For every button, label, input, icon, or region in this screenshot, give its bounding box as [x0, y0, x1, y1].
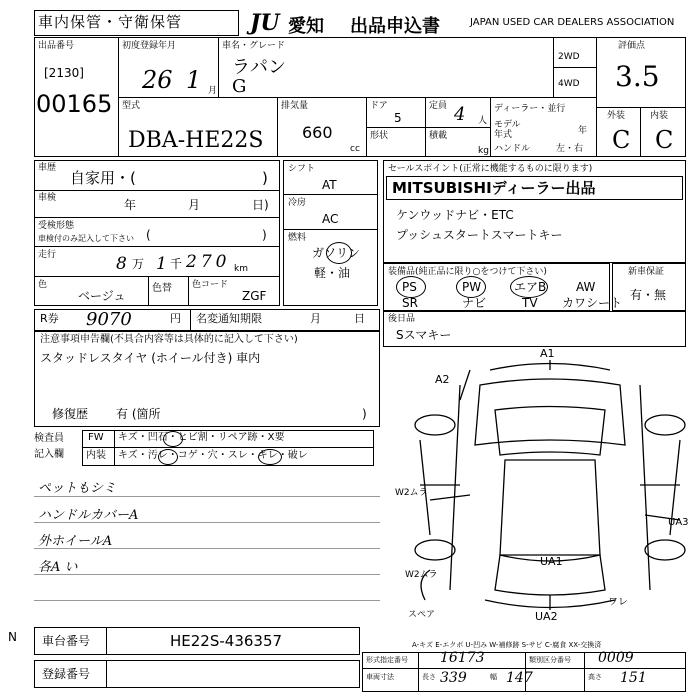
ac-value: AC	[322, 212, 339, 226]
model-year-label: モデル年式	[494, 120, 521, 140]
equip-tv: TV	[522, 296, 538, 310]
rear-value: Sスマキー	[396, 328, 452, 342]
handwritten-note-4: 各A い	[38, 560, 78, 575]
fuel-circle	[326, 242, 352, 264]
fuel-gasoline: ガソリン	[312, 246, 361, 260]
header-title: 出品申込書	[350, 16, 440, 37]
windshield	[495, 407, 605, 456]
equipment-label: 装備品(純正品に限り○をつけて下さい)	[388, 267, 547, 277]
inspection-label: 車検	[38, 193, 57, 203]
rear-left-wheel	[415, 540, 455, 560]
fuel-light-oil: 軽・油	[314, 266, 351, 280]
width-value: 147	[506, 670, 533, 686]
chassis-label: 車台番号	[42, 634, 91, 648]
handwritten-note-3: 外ホイールA	[38, 534, 113, 549]
chassis-value: HE22S-436357	[170, 632, 283, 650]
equip-leather: カワシート	[562, 296, 623, 310]
type-label: 形式指定番号	[366, 656, 408, 664]
shift-value: AT	[322, 178, 337, 192]
sales-line2: ケンウッドナビ・ETC	[396, 208, 514, 222]
rear-label: 後日品	[388, 314, 416, 324]
equip-ps-circle	[396, 276, 426, 298]
ju-logo: JU	[250, 10, 280, 36]
height-value: 151	[620, 670, 647, 686]
equip-airbag-circle	[510, 276, 548, 298]
sales-line3: プッシュスタートスマートキー	[396, 228, 563, 242]
ac-label: 冷房	[288, 198, 307, 208]
equip-airbag: エアB	[514, 280, 547, 294]
diagram-label-crack: ワレ	[608, 597, 628, 608]
notes-label: 注意事項申告欄(不具合内容等は具体的に記入して下さい)	[40, 334, 298, 345]
shape-label: 形状	[370, 131, 389, 141]
drive-4wd: 4WD	[558, 79, 580, 89]
score-value: 3.5	[615, 60, 660, 93]
load-label: 積載	[429, 131, 448, 141]
inspector-circle-3	[258, 449, 282, 465]
diagram-label-w2a: W2ムラ	[395, 488, 428, 498]
receipt-close: )	[262, 228, 267, 242]
car-diagram	[395, 345, 700, 630]
diagram-label-ua2: UA2	[535, 610, 558, 623]
recycle-unit: 円	[170, 312, 181, 325]
inspector-row1-head: FW	[88, 432, 104, 443]
first-reg-month: 1	[186, 66, 202, 94]
mileage-unit: km	[234, 264, 248, 274]
new-record-value: 有・無	[630, 288, 667, 302]
inspector-circle-1	[163, 431, 183, 447]
doors-label: ドア	[370, 101, 388, 111]
shift-label: シフト	[288, 164, 316, 174]
inspector-circle-2	[158, 449, 178, 465]
fuel-label: 燃料	[288, 233, 307, 243]
diagram-label-spare: スペア	[408, 610, 436, 620]
history-value: 自家用・(	[70, 169, 136, 187]
doors	[420, 440, 680, 535]
score-ext-label: 外装	[607, 111, 626, 121]
equip-sr: SR	[402, 296, 418, 310]
repair-value: 有 (箇所	[116, 407, 161, 421]
model-year-unit: 年	[578, 126, 588, 136]
length-label: 長さ	[422, 673, 436, 681]
class-label: 類別区分番号	[529, 656, 571, 664]
inspector-label2: 記入欄	[34, 449, 64, 460]
mileage-label: 走行	[38, 250, 57, 260]
dealer-parallel: ディーラー・並行	[494, 104, 566, 114]
association-name: JAPAN USED CAR DEALERS ASSOCIATION	[470, 17, 675, 28]
doors-value: 5	[394, 111, 402, 125]
registration-label: 登録番号	[42, 667, 91, 681]
inspector-label1: 検査員	[34, 433, 64, 444]
color-change-label: 色替	[152, 283, 172, 294]
capacity-label: 定員	[429, 101, 448, 111]
type-value: 16173	[440, 650, 485, 666]
history-close: )	[262, 169, 268, 187]
score-ext: C	[612, 126, 631, 154]
color-label: 色	[38, 280, 48, 290]
equip-aw: AW	[576, 280, 596, 294]
load-unit: kg	[478, 146, 489, 156]
model-label: 型式	[122, 101, 141, 111]
handwritten-note-2: ハンドルカバーA	[38, 508, 139, 523]
diagram-label-ua1: UA1	[540, 555, 563, 568]
inspector-row2: キズ・汚レ・コゲ・穴・スレ・キレ・破レ	[118, 450, 308, 461]
notice-label: 名変通知期限	[196, 312, 262, 325]
equip-navi: ナビ	[462, 296, 487, 310]
equip-pw: PW	[462, 280, 482, 294]
repair-label: 修復歴	[52, 407, 89, 421]
notice-month: 月	[310, 312, 321, 325]
inspection-year: 年	[124, 198, 137, 212]
dims-label: 車両寸法	[366, 673, 394, 681]
w2-pointer	[430, 495, 470, 500]
mileage-sen-unit: 千	[170, 257, 183, 271]
front-right-wheel	[645, 415, 685, 435]
roof-panel	[500, 460, 600, 555]
capacity-unit: 人	[478, 116, 488, 126]
car-name: ラパン	[232, 57, 286, 78]
score-label: 評価点	[618, 41, 646, 51]
length-value: 339	[440, 670, 467, 686]
score-int: C	[655, 126, 674, 154]
storage-label: 車内保管・守衛保管	[38, 13, 183, 31]
width-label: 幅	[490, 673, 497, 681]
diagram-label-w2b: W2ムラ	[405, 570, 438, 580]
sales-label: セールスポイント(正常に機能するものに限ります)	[388, 164, 593, 174]
front-left-wheel	[415, 415, 455, 435]
mileage-man: 8	[116, 254, 127, 274]
model-value: DBA-HE22S	[128, 128, 264, 153]
lot-label: 出品番号	[38, 41, 75, 51]
equip-ps: PS	[402, 280, 417, 294]
color-code-label: 色コード	[192, 280, 229, 290]
color-code: ZGF	[242, 289, 267, 303]
receipt-paren: (	[146, 228, 151, 242]
height-label: 高さ	[588, 673, 602, 681]
header-pref: 愛知	[288, 16, 324, 37]
first-reg-year: 26	[142, 66, 173, 94]
repair-close: )	[362, 407, 367, 421]
car-name-label: 車名・グレード	[222, 41, 286, 51]
lot-sub: [2130]	[44, 66, 84, 80]
displacement-unit: cc	[350, 144, 360, 154]
equip-pw-circle	[456, 276, 486, 298]
score-int-label: 内装	[650, 111, 669, 121]
drive-2wd: 2WD	[558, 52, 580, 62]
inspector-row2-head: 内装	[86, 450, 106, 461]
color-value: ベージュ	[78, 289, 126, 303]
handwritten-note-1: ペットもシミ	[38, 481, 117, 496]
inspector-row1: キズ・凹石・ヒビ割・リペア跡・X要	[118, 432, 285, 443]
receipt-note: 車検付のみ記入して下さい	[38, 234, 134, 243]
handle-options: 左・右	[556, 144, 584, 154]
first-reg-label: 初度登録年月	[122, 41, 177, 51]
lot-number: 00165	[36, 90, 113, 118]
displacement-value: 660	[302, 123, 333, 142]
recycle-label: R券	[40, 312, 59, 325]
rear-right-wheel	[645, 540, 685, 560]
mileage-sen: 1	[156, 254, 167, 274]
mileage-man-unit: 万	[132, 257, 145, 271]
diagram-label-a2: A2	[435, 373, 450, 386]
mileage-rest: 270	[186, 252, 231, 272]
car-grade: G	[232, 76, 247, 97]
notes-value: スタッドレスタイヤ (ホイール付き) 車内	[40, 351, 261, 365]
sales-line1: MITSUBISHIディーラー出品	[392, 179, 596, 197]
class-value: 0009	[598, 650, 634, 666]
inspection-month: 月	[188, 198, 201, 212]
capacity-value: 4	[454, 104, 466, 125]
history-label: 車歴	[38, 163, 57, 173]
diagram-label-ua3: UA3	[668, 517, 689, 528]
damage-legend: A-キズ E-エクボ U-凹み W-補修跡 S-サビ C-腐食 XX-交換済	[412, 641, 602, 649]
diagram-label-a1: A1	[540, 347, 555, 360]
displacement-label: 排気量	[281, 101, 309, 111]
first-reg-month-unit: 月	[208, 86, 218, 96]
handle-label: ハンドル	[494, 144, 531, 154]
new-record-label: 新車保証	[628, 267, 665, 277]
recycle-value: 9070	[86, 309, 132, 330]
notice-day: 日	[354, 312, 365, 325]
margin-mark: N	[8, 630, 17, 644]
inspection-day: 日)	[252, 198, 269, 212]
receipt-label: 受検形態	[38, 221, 75, 231]
a2-pointer	[460, 370, 470, 400]
